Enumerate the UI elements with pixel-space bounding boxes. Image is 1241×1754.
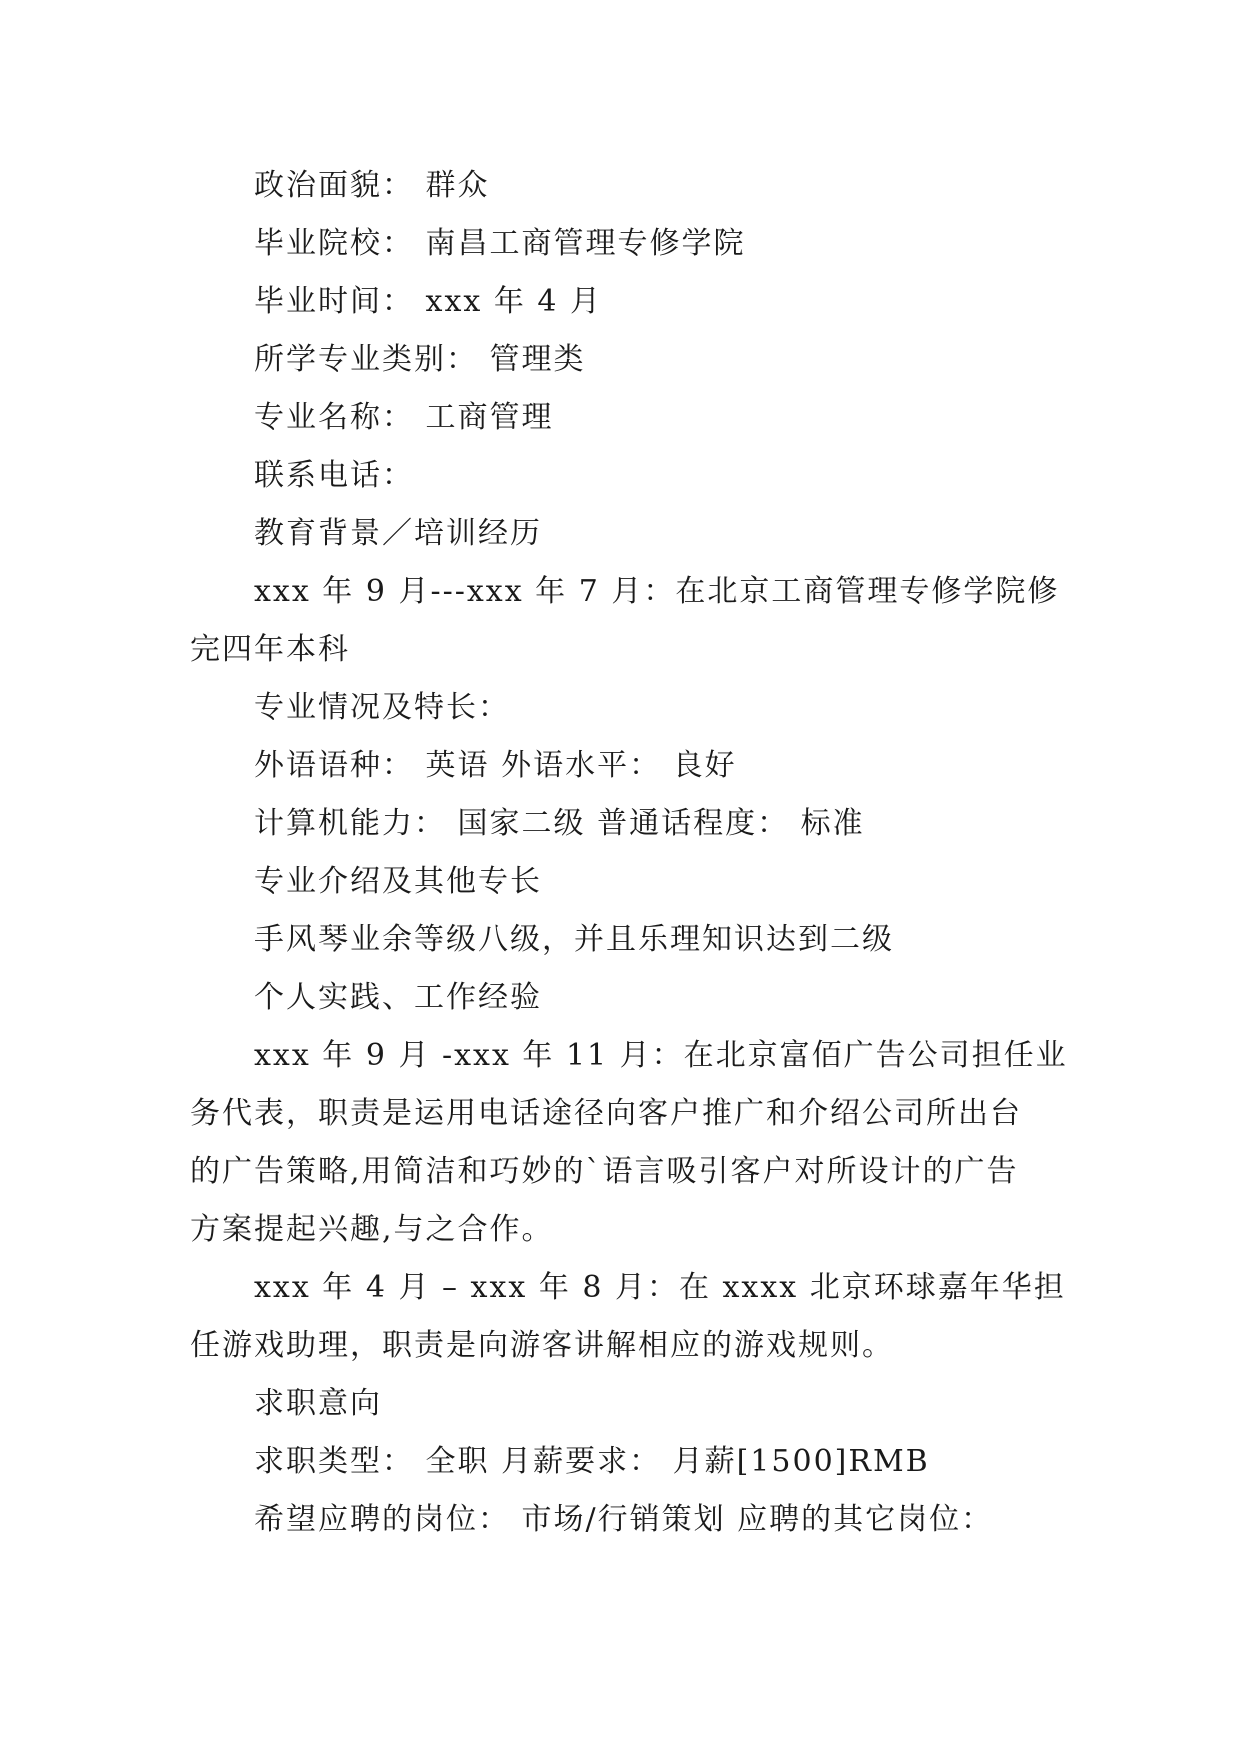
job-intention-heading: 求职意向 [254,1386,382,1421]
other-skills-heading: 专业介绍及其他专长 [254,864,542,899]
major-category-line: 所学专业类别： 管理类 [254,342,586,377]
education-entry-line-1: xxx 年 9 月---xxx 年 7 月：在北京工商管理专修学院修 [254,574,1060,609]
accordion-skill-line: 手风琴业余等级八级，并且乐理知识达到二级 [254,922,894,957]
contact-phone-line: 联系电话： [254,458,414,493]
skills-heading: 专业情况及特长： [254,690,510,725]
education-entry-line-2: 完四年本科 [190,632,350,667]
graduated-school-line: 毕业院校： 南昌工商管理专修学院 [254,226,746,261]
experience-heading: 个人实践、工作经验 [254,980,542,1015]
graduation-time-line: 毕业时间： xxx 年 4 月 [254,284,602,319]
desired-position-line: 希望应聘的岗位： 市场/行销策划 应聘的其它岗位： [254,1502,994,1537]
computer-skill-line: 计算机能力： 国家二级 普通话程度： 标准 [254,806,865,841]
education-heading: 教育背景／培训经历 [254,516,542,551]
experience-1-line-2: 务代表，职责是运用电话途径向客户推广和介绍公司所出台 [190,1096,1022,1131]
experience-2-line-2: 任游戏助理，职责是向游客讲解相应的游戏规则。 [190,1328,894,1363]
experience-1-line-4: 方案提起兴趣,与之合作。 [190,1212,554,1247]
experience-1-line-3: 的广告策略,用简洁和巧妙的`语言吸引客户对所设计的广告 [190,1154,1019,1189]
job-type-line: 求职类型： 全职 月薪要求： 月薪[1500]RMB [254,1444,930,1479]
major-name-line: 专业名称： 工商管理 [254,400,554,435]
language-line: 外语语种： 英语 外语水平： 良好 [254,748,737,783]
political-status-line: 政治面貌： 群众 [254,168,490,203]
experience-1-line-1: xxx 年 9 月 -xxx 年 11 月：在北京富佰广告公司担任业 [254,1038,1068,1073]
experience-2-line-1: xxx 年 4 月 – xxx 年 8 月：在 xxxx 北京环球嘉年华担 [254,1270,1066,1305]
